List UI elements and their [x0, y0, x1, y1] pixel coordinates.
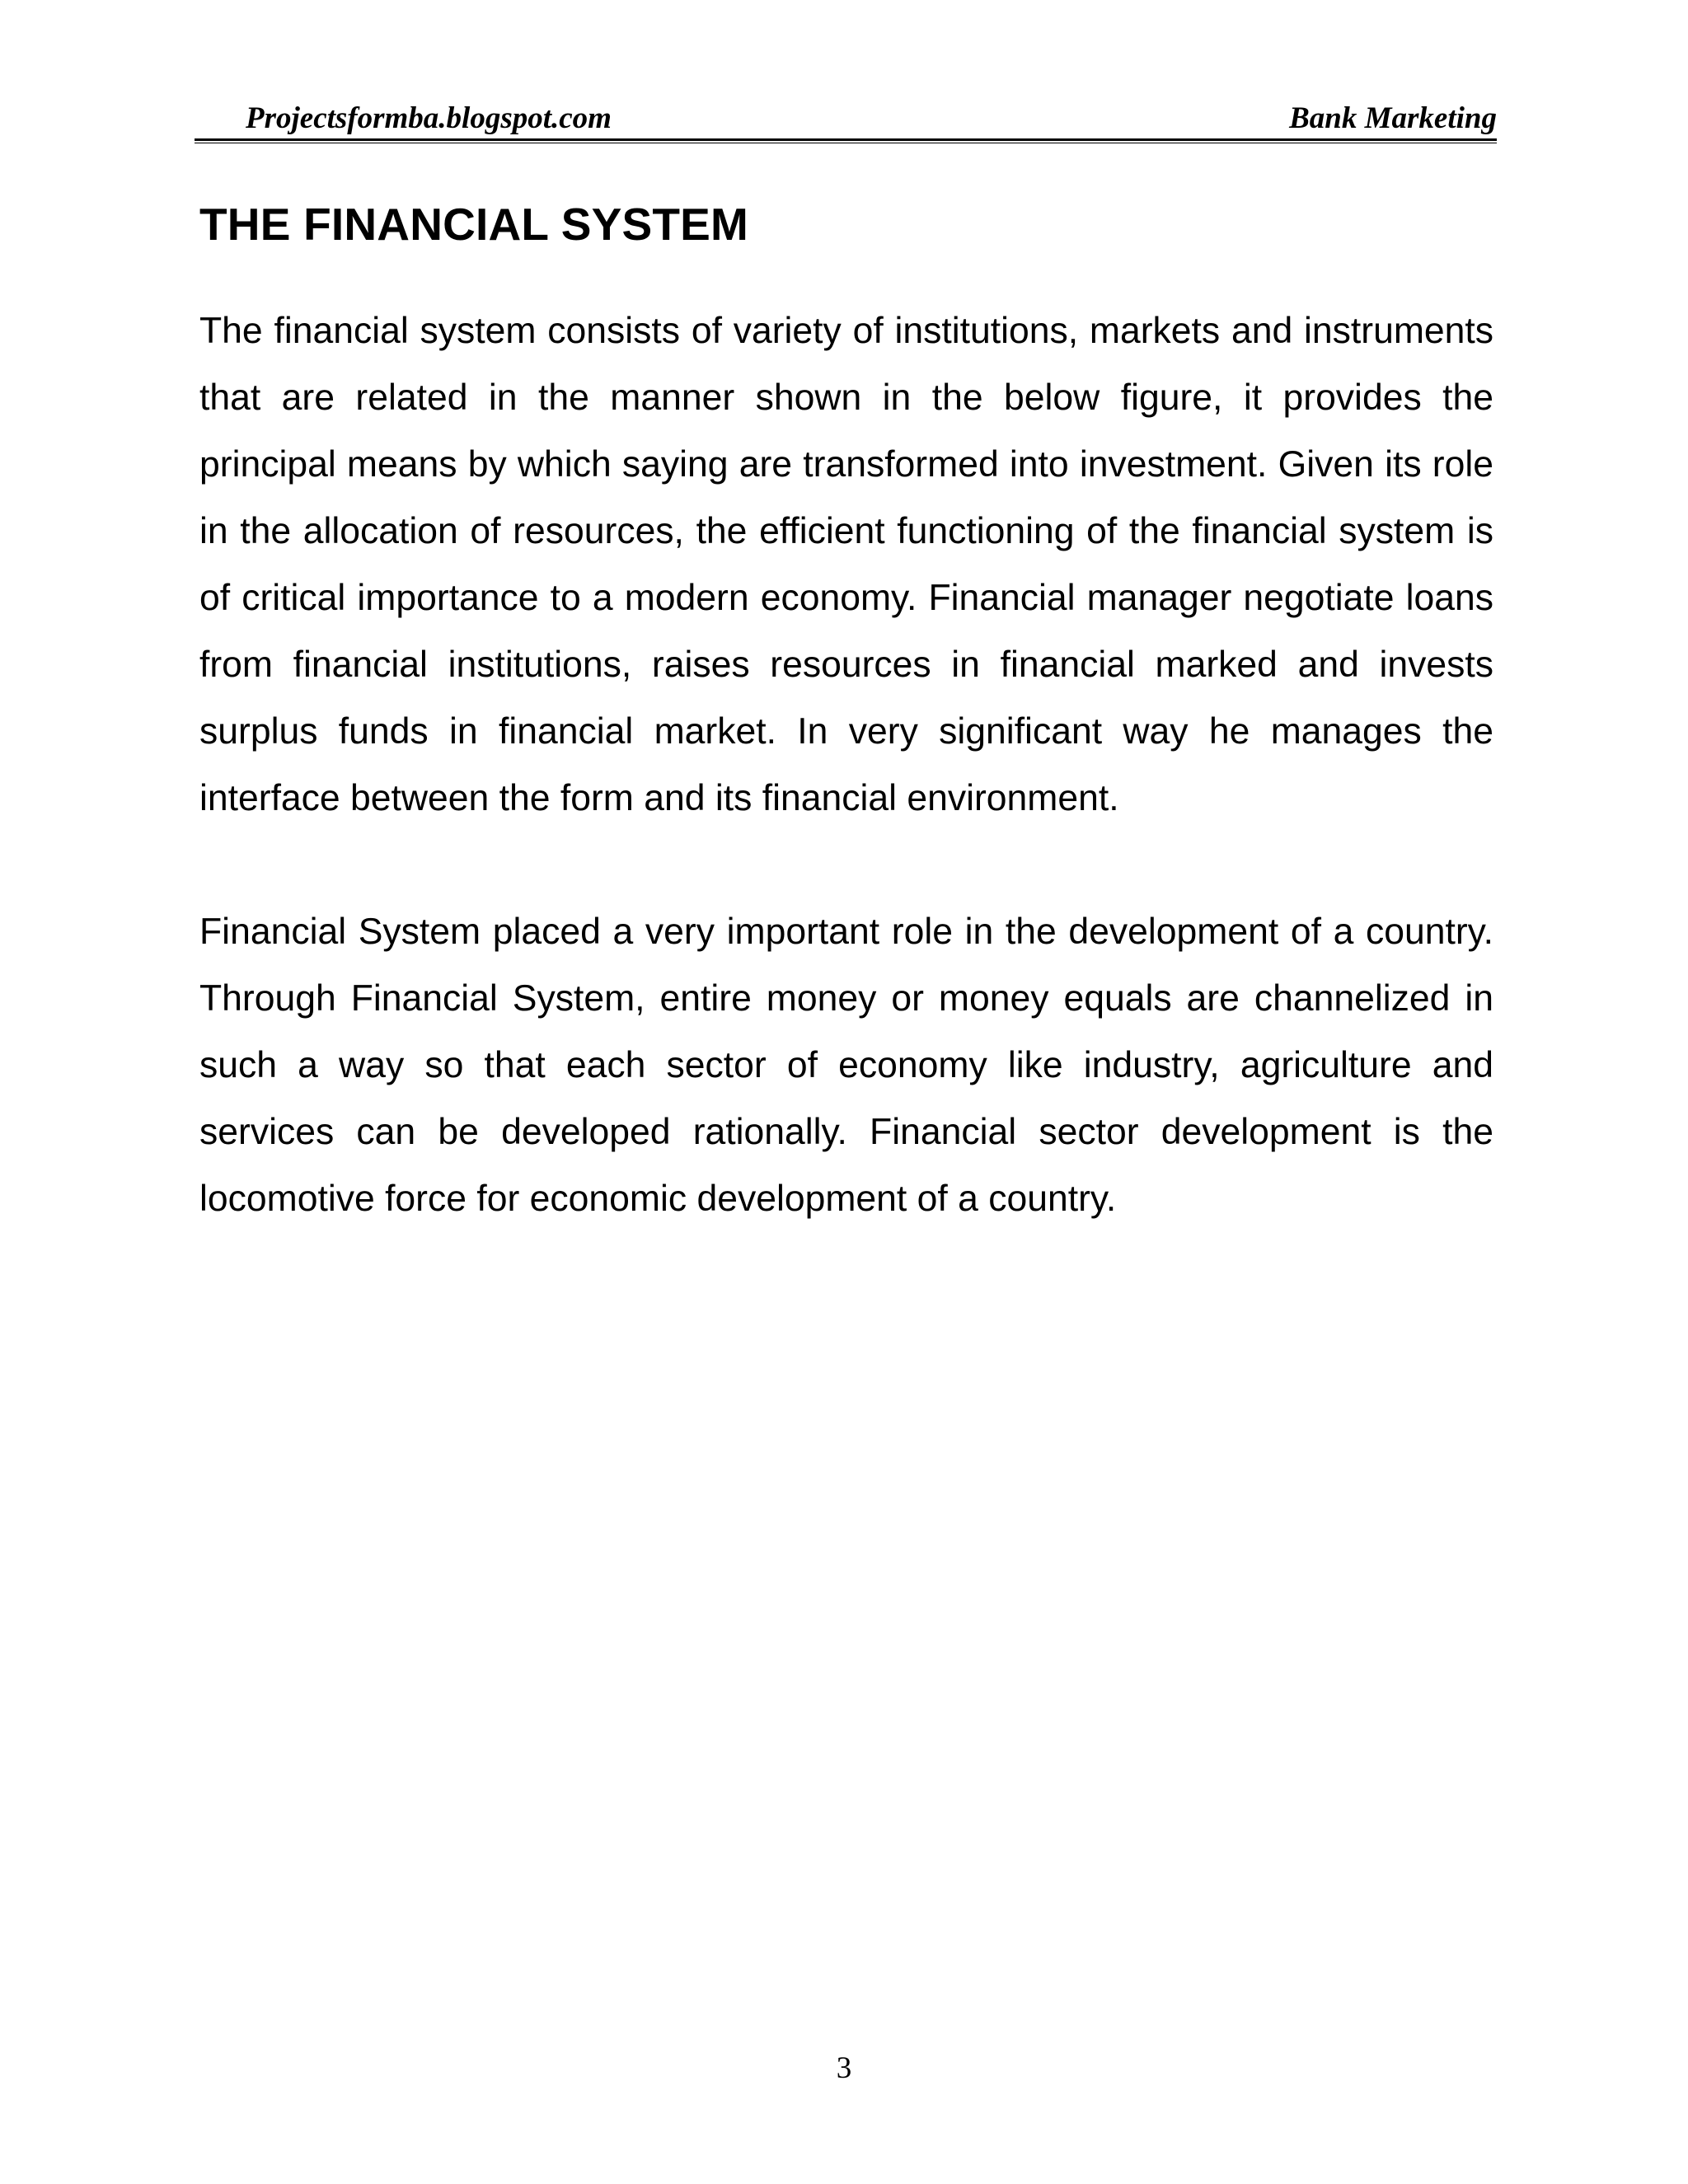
- body-paragraph-1: The financial system consists of variety of institutions, markets and instruments that are related in the manner shown in the below figure, it provides the principal means by which saying are transformed into investment. Given its role in the allocation of resources, the efficient functioning of the financial system is of critical importance to a modern economy. Financial manager negotiate loans from financial institutions, raises resources in financial marked and invests surplus funds in financial market. In very significant way he manages the interface between the form and its financial environment.: [199, 311, 1493, 818]
- page-number: 3: [836, 2051, 852, 2085]
- header-section-text: Bank Marketing: [1289, 101, 1497, 135]
- header-rule: [195, 138, 1497, 143]
- page-content: [199, 191, 1493, 1232]
- page-title: THE FINANCIAL SYSTEM: [199, 199, 749, 250]
- body-paragraph-2: Financial System placed a very important role in the development of a country. Through Financial System, entire money or money equals are channelized in such a way so that each sector of economy like industry, agriculture and services can be developed rationally. Financial sector development is the locomotive force for economic development of a country.: [199, 912, 1493, 1219]
- header-website-text: Projectsformba.blogspot.com: [246, 101, 612, 135]
- running-header: [195, 99, 1497, 138]
